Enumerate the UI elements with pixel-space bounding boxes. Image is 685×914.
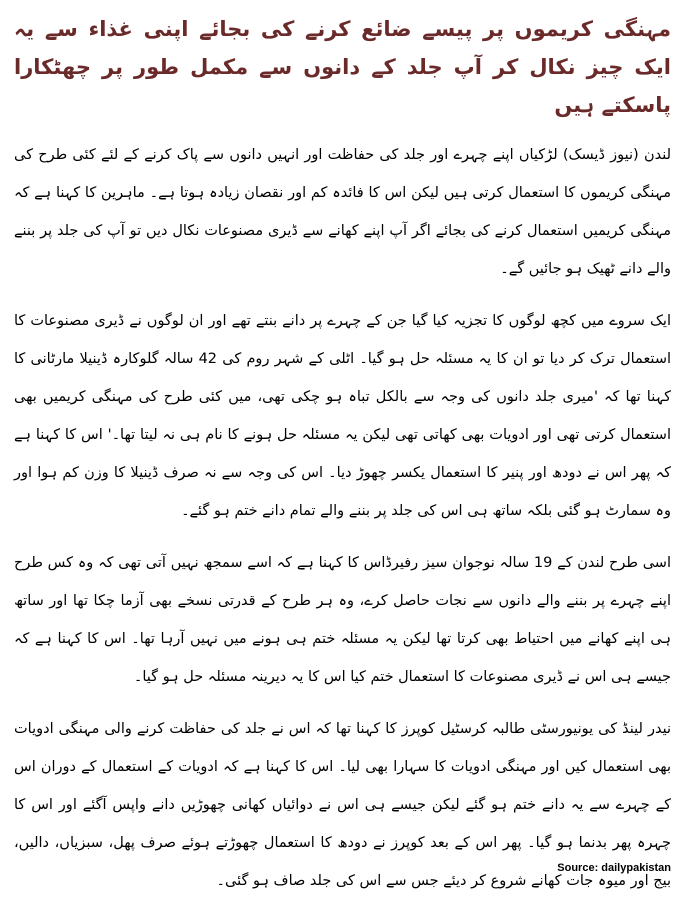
source-credit: Source: dailypakistan (557, 862, 671, 874)
article (14, 10, 671, 914)
article-title: مہنگی کریموں پر پیسے ضائع کرنے کی بجائے اپنی غذاء سے یہ ایک چیز نکال کر آپ جلد کے دانوں سے مکمل طور پر چھٹکارا پاسکتے ہیں (14, 17, 671, 117)
article-paragraph: لندن (نیوز ڈیسک) لڑکیاں اپنے چہرے اور جلد کی حفاظت اور انہیں دانوں سے پاک کرنے کے لئے کئی طرح کی مہنگی کریموں کا استعمال کرتی ہیں لیکن اس کا فائدہ کم اور نقصان زیادہ ہوتا ہے۔ ماہرین کا کہنا ہے کہ مہنگی کریمیں استعمال کرنے کی بجائے اگر آپ اپنے کھانے سے ڈیری مصنوعات نکال دیں تو آپ کی جلد پر بننے والے دانے ٹھیک ہو جائیں گے۔ (14, 147, 671, 277)
article-paragraph: نیدر لینڈ کی یونیورسٹی طالبہ کرسٹیل کوپرز کا کہنا تھا کہ اس نے جلد کی حفاظت کرنے والی مہنگی ادویات بھی استعمال کیں اور مہنگی ادویات کا سہارا بھی لیا۔ اس کا کہنا ہے کہ ادویات کے استعمال کے دوران اس کے چہرے سے یہ دانے ختم ہو گئے لیکن جیسے ہی اس نے دوائیاں کھانی چھوڑیں دانے واپس آگئے اور اس کا چہرہ پھر بدنما ہو گیا۔ پھر اس کے بعد کوپرز نے دودھ کا استعمال چھوڑتے ہوئے صرف پھل، سبزیاں، دالیں، بیج اور میوہ جات کھانے شروع کر دیئے جس سے اس کی جلد صاف ہو گئی۔ (14, 721, 671, 889)
article-paragraph: اسی طرح لندن کے 19 سالہ نوجوان سیز رفیرڈاس کا کہنا ہے کہ اسے سمجھ نہیں آتی تھی کہ وہ کس طرح اپنے چہرے پر بننے والے دانوں سے نجات حاصل کرے، وہ ہر طرح کے قدرتی نسخے بھی آزما چکا تھا اور ساتھ ہی اپنے کھانے میں احتیاط بھی کرتا تھا لیکن یہ مسئلہ ختم ہی ہونے میں نہیں آرہا تھا۔ اس کا کہنا ہے کہ جیسے ہی اس نے ڈیری مصنوعات کا استعمال ختم کیا اس کا یہ دیرینہ مسئلہ حل ہو گیا۔ (14, 555, 671, 685)
article-paragraph: ایک سروے میں کچھ لوگوں کا تجزیہ کیا گیا جن کے چہرے پر دانے بنتے تھے اور ان لوگوں نے ڈیری مصنوعات کا استعمال ترک کر دیا تو ان کا یہ مسئلہ حل ہو گیا۔ اٹلی کے شہر روم کی 42 سالہ گلوکارہ ڈینیلا مارٹانی کا کہنا تھا کہ 'میری جلد دانوں کی وجہ سے بالکل تباہ ہو چکی تھی، میں کئی طرح کی مہنگی کریمیں بھی استعمال کرتی تھی اور ادویات بھی کھاتی تھی لیکن یہ مسئلہ حل ہونے کا نام ہی نہ لیتا تھا۔' اس کا کہنا ہے کہ پھر اس نے دودھ اور پنیر کا استعمال یکسر چھوڑ دیا۔ اس کی وجہ سے نہ صرف ڈینیلا کا وزن کم ہوا اور وہ سمارٹ ہو گئی بلکہ ساتھ ہی اس کی جلد پر بننے والے تمام دانے ختم ہو گئے۔ (14, 313, 671, 519)
